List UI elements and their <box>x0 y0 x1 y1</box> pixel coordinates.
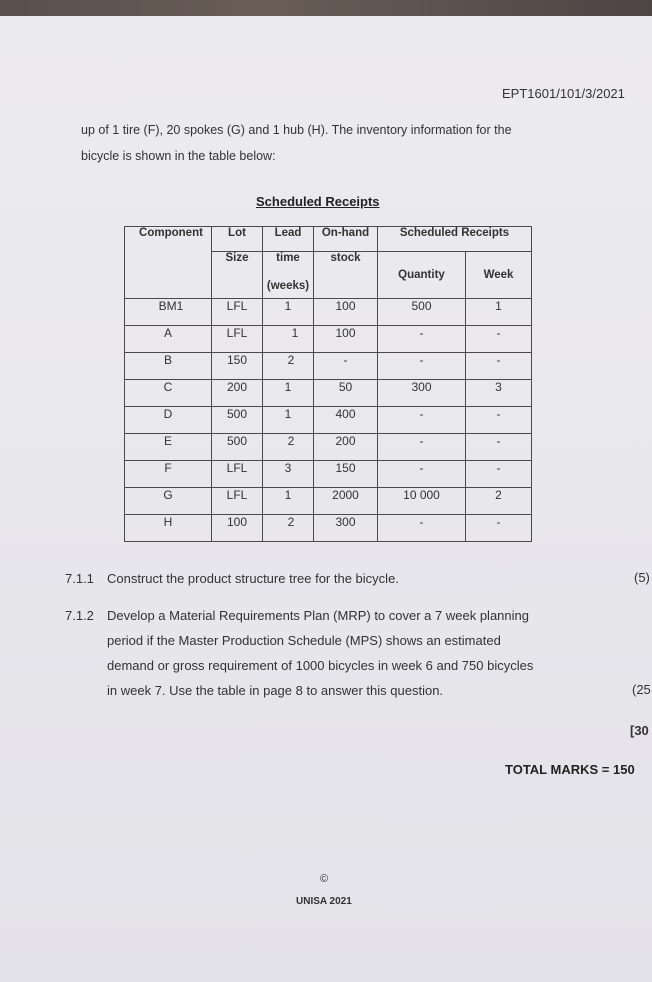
cell-week: - <box>466 434 532 461</box>
table-row <box>125 380 532 407</box>
table-row <box>125 434 532 461</box>
cell-week: 1 <box>466 299 532 326</box>
cell-lead: 3 <box>263 461 314 488</box>
cell-lot: LFL <box>212 326 263 353</box>
table-row <box>125 326 532 353</box>
cell-quantity: - <box>378 353 466 380</box>
cell-stock: 300 <box>314 515 378 542</box>
header-lot: Lot <box>212 227 263 252</box>
cell-quantity: - <box>378 461 466 488</box>
table-row <box>125 299 532 326</box>
cell-lot: 500 <box>212 434 263 461</box>
question-line-1: Develop a Material Requirements Plan (MRP) to cover a 7 week planning <box>107 608 529 623</box>
cell-lead: 1 <box>263 407 314 434</box>
cell-component: E <box>125 434 212 461</box>
cell-week: - <box>466 326 532 353</box>
cell-week: 3 <box>466 380 532 407</box>
question-number: 7.1.2 <box>65 608 94 623</box>
header-week: Week <box>466 252 532 299</box>
cell-component: B <box>125 353 212 380</box>
header-stock: stock <box>314 252 378 299</box>
intro-line-1: up of 1 tire (F), 20 spokes (G) and 1 hub (H). The inventory information for the <box>81 123 512 137</box>
cell-week: - <box>466 407 532 434</box>
table-row <box>125 488 532 515</box>
intro-paragraph <box>81 117 601 169</box>
cell-lot: 200 <box>212 380 263 407</box>
cell-lot: 150 <box>212 353 263 380</box>
cell-lead: 2 <box>263 353 314 380</box>
section-marks: [30 <box>630 723 649 738</box>
cell-stock: 100 <box>314 326 378 353</box>
question-line-4: in week 7. Use the table in page 8 to answer this question. <box>107 683 444 698</box>
cell-quantity: - <box>378 434 466 461</box>
table-title: Scheduled Receipts <box>256 194 380 209</box>
cell-week: - <box>466 461 532 488</box>
cell-stock: 2000 <box>314 488 378 515</box>
cell-lot: 100 <box>212 515 263 542</box>
intro-line-2: bicycle is shown in the table below: <box>81 149 276 163</box>
cell-lead: 2 <box>263 434 314 461</box>
cell-quantity: 10 000 <box>378 488 466 515</box>
cell-lead: 1 <box>263 299 314 326</box>
question-7-1-2 <box>65 603 605 703</box>
marks-7-1-1: (5) <box>634 570 650 585</box>
cell-week: - <box>466 515 532 542</box>
cell-component: C <box>125 380 212 407</box>
header-quantity: Quantity <box>378 252 466 299</box>
cell-lead: 1 <box>263 326 314 353</box>
total-marks: TOTAL MARKS = 150 <box>505 762 635 777</box>
question-7-1-1 <box>65 566 605 591</box>
cell-quantity: - <box>378 326 466 353</box>
cell-lead: 2 <box>263 515 314 542</box>
cell-component: H <box>125 515 212 542</box>
table-row <box>125 407 532 434</box>
header-time: time <box>263 252 314 281</box>
cell-week: 2 <box>466 488 532 515</box>
table-row <box>125 353 532 380</box>
cell-stock: 100 <box>314 299 378 326</box>
question-line-2: period if the Master Production Schedule (MPS) shows an estimated <box>107 633 501 648</box>
cell-lead: 1 <box>263 488 314 515</box>
question-line-3: demand or gross requirement of 1000 bicycles in week 6 and 750 bicycles <box>107 658 534 673</box>
cell-week: - <box>466 353 532 380</box>
inventory-table <box>124 226 532 542</box>
cell-stock: - <box>314 353 378 380</box>
header-component: Component <box>125 227 212 299</box>
table-row <box>125 461 532 488</box>
cell-quantity: 300 <box>378 380 466 407</box>
cell-stock: 400 <box>314 407 378 434</box>
header-scheduled-receipts: Scheduled Receipts <box>378 227 532 252</box>
cell-lot: 500 <box>212 407 263 434</box>
cell-stock: 200 <box>314 434 378 461</box>
cell-component: G <box>125 488 212 515</box>
cell-quantity: - <box>378 407 466 434</box>
cell-lot: LFL <box>212 488 263 515</box>
cell-component: A <box>125 326 212 353</box>
cell-quantity: 500 <box>378 299 466 326</box>
cell-component: F <box>125 461 212 488</box>
cell-component: D <box>125 407 212 434</box>
header-onhand: On-hand <box>314 227 378 252</box>
paper-code: EPT1601/101/3/2021 <box>502 86 625 101</box>
cell-stock: 150 <box>314 461 378 488</box>
cell-lot: LFL <box>212 461 263 488</box>
question-number: 7.1.1 <box>65 571 94 586</box>
cell-component: BM1 <box>125 299 212 326</box>
cell-lead: 1 <box>263 380 314 407</box>
header-weeks: (weeks) <box>263 280 314 299</box>
cell-lot: LFL <box>212 299 263 326</box>
header-lead: Lead <box>263 227 314 252</box>
question-text: Construct the product structure tree for the bicycle. <box>107 571 399 586</box>
cell-stock: 50 <box>314 380 378 407</box>
table-row <box>125 515 532 542</box>
header-size: Size <box>212 252 263 299</box>
marks-7-1-2: (25 <box>632 682 651 697</box>
cell-quantity: - <box>378 515 466 542</box>
